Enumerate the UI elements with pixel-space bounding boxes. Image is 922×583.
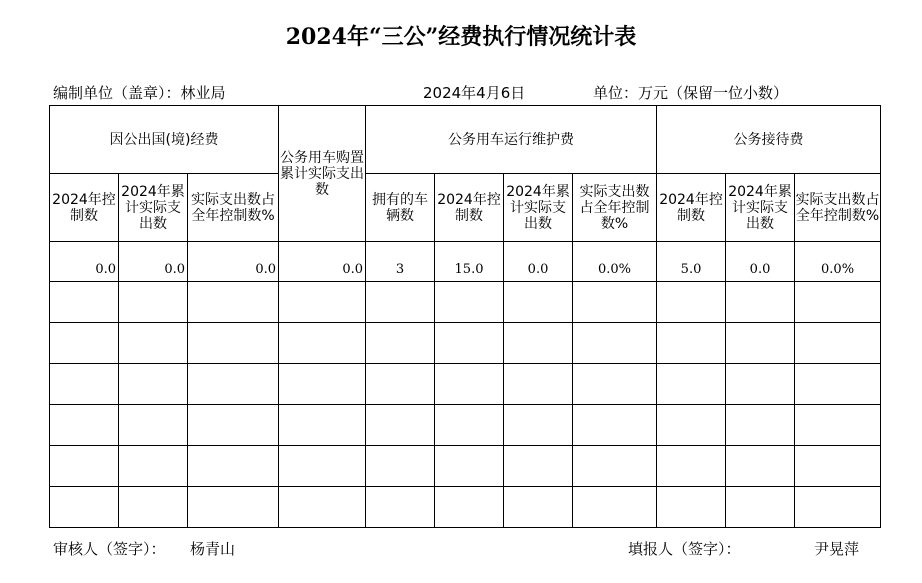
empty-table-row xyxy=(50,487,881,528)
empty-cell xyxy=(279,405,366,446)
header-car-spent: 2024年累计实际支出数 xyxy=(504,174,573,242)
empty-cell xyxy=(657,405,726,446)
empty-cell xyxy=(657,446,726,487)
cell-car-count: 3 xyxy=(366,242,435,282)
header-abroad-quota: 2024年控制数 xyxy=(50,174,119,242)
empty-table-row xyxy=(50,364,881,405)
empty-cell xyxy=(435,487,504,528)
header-car-purchase: 公务用车购置累计实际支出数 xyxy=(279,106,366,242)
empty-cell xyxy=(188,282,279,323)
cell-car-ratio: 0.0% xyxy=(573,242,657,282)
empty-cell xyxy=(573,405,657,446)
empty-cell xyxy=(279,487,366,528)
empty-cell xyxy=(50,282,119,323)
empty-cell xyxy=(504,446,573,487)
empty-cell xyxy=(366,446,435,487)
cell-car-purchase: 0.0 xyxy=(279,242,366,282)
compiling-unit: 编制单位（盖章）：林业局 xyxy=(53,84,226,102)
empty-cell xyxy=(726,405,795,446)
empty-cell xyxy=(119,323,188,364)
report-date: 2024年4月6日 xyxy=(423,84,526,102)
empty-cell xyxy=(726,282,795,323)
header-car-quota: 2024年控制数 xyxy=(435,174,504,242)
reviewer-name: 杨青山 xyxy=(190,540,236,558)
header-car-ratio: 实际支出数占全年控制数% xyxy=(573,174,657,242)
header-rec-quota: 2024年控制数 xyxy=(657,174,726,242)
expense-table xyxy=(49,105,881,528)
cell-rec-ratio: 0.0% xyxy=(795,242,881,282)
cell-abroad-spent: 0.0 xyxy=(119,242,188,282)
empty-cell xyxy=(726,487,795,528)
empty-cell xyxy=(504,364,573,405)
header-car-ops-group: 公务用车运行维护费 xyxy=(366,106,657,174)
empty-cell xyxy=(726,364,795,405)
header-abroad-spent: 2024年累计实际支出数 xyxy=(119,174,188,242)
empty-cell xyxy=(119,487,188,528)
empty-cell xyxy=(279,282,366,323)
empty-cell xyxy=(119,446,188,487)
empty-cell xyxy=(504,282,573,323)
header-rec-spent: 2024年累计实际支出数 xyxy=(726,174,795,242)
empty-cell xyxy=(504,487,573,528)
cell-abroad-quota: 0.0 xyxy=(50,242,119,282)
empty-cell xyxy=(366,364,435,405)
empty-cell xyxy=(795,446,881,487)
empty-cell xyxy=(657,323,726,364)
empty-cell xyxy=(435,446,504,487)
reviewer-label: 审核人（签字）： xyxy=(53,540,166,558)
empty-cell xyxy=(573,446,657,487)
table-row xyxy=(50,242,881,282)
empty-cell xyxy=(50,323,119,364)
header-rec-ratio: 实际支出数占全年控制数% xyxy=(795,174,881,242)
header-abroad-group: 因公出国(境)经费 xyxy=(50,106,279,174)
empty-table-row xyxy=(50,323,881,364)
empty-cell xyxy=(188,446,279,487)
empty-cell xyxy=(795,282,881,323)
empty-cell xyxy=(726,323,795,364)
cell-car-quota: 15.0 xyxy=(435,242,504,282)
empty-cell xyxy=(435,405,504,446)
empty-cell xyxy=(573,364,657,405)
empty-cell xyxy=(279,323,366,364)
empty-cell xyxy=(435,282,504,323)
empty-cell xyxy=(366,405,435,446)
empty-cell xyxy=(795,323,881,364)
header-abroad-ratio: 实际支出数占全年控制数% xyxy=(188,174,279,242)
cell-rec-quota: 5.0 xyxy=(657,242,726,282)
preparer-label: 填报人（签字）： xyxy=(628,540,741,558)
empty-cell xyxy=(795,364,881,405)
empty-cell xyxy=(573,487,657,528)
empty-cell xyxy=(366,487,435,528)
empty-cell xyxy=(366,282,435,323)
preparer-name: 尹晃萍 xyxy=(814,540,860,558)
header-car-count: 拥有的车辆数 xyxy=(366,174,435,242)
empty-cell xyxy=(50,446,119,487)
empty-cell xyxy=(119,364,188,405)
empty-cell xyxy=(188,405,279,446)
empty-cell xyxy=(119,282,188,323)
currency-unit: 单位：万元（保留一位小数） xyxy=(593,84,789,102)
cell-abroad-ratio: 0.0 xyxy=(188,242,279,282)
empty-cell xyxy=(279,364,366,405)
empty-cell xyxy=(504,405,573,446)
empty-table-row xyxy=(50,446,881,487)
empty-cell xyxy=(119,405,188,446)
empty-rows xyxy=(50,282,881,528)
empty-cell xyxy=(573,282,657,323)
report-title: 2024年“三公”经费执行情况统计表 xyxy=(285,24,637,50)
cell-car-spent: 0.0 xyxy=(504,242,573,282)
empty-cell xyxy=(435,364,504,405)
empty-table-row xyxy=(50,405,881,446)
empty-cell xyxy=(188,487,279,528)
empty-cell xyxy=(50,405,119,446)
cell-rec-spent: 0.0 xyxy=(726,242,795,282)
empty-cell xyxy=(50,364,119,405)
empty-cell xyxy=(188,364,279,405)
empty-table-row xyxy=(50,282,881,323)
empty-cell xyxy=(279,446,366,487)
empty-cell xyxy=(657,487,726,528)
empty-cell xyxy=(795,487,881,528)
empty-cell xyxy=(188,323,279,364)
empty-cell xyxy=(573,323,657,364)
empty-cell xyxy=(504,323,573,364)
empty-cell xyxy=(726,446,795,487)
header-reception-group: 公务接待费 xyxy=(657,106,881,174)
empty-cell xyxy=(366,323,435,364)
empty-cell xyxy=(657,282,726,323)
empty-cell xyxy=(435,323,504,364)
empty-cell xyxy=(795,405,881,446)
empty-cell xyxy=(657,364,726,405)
empty-cell xyxy=(50,487,119,528)
